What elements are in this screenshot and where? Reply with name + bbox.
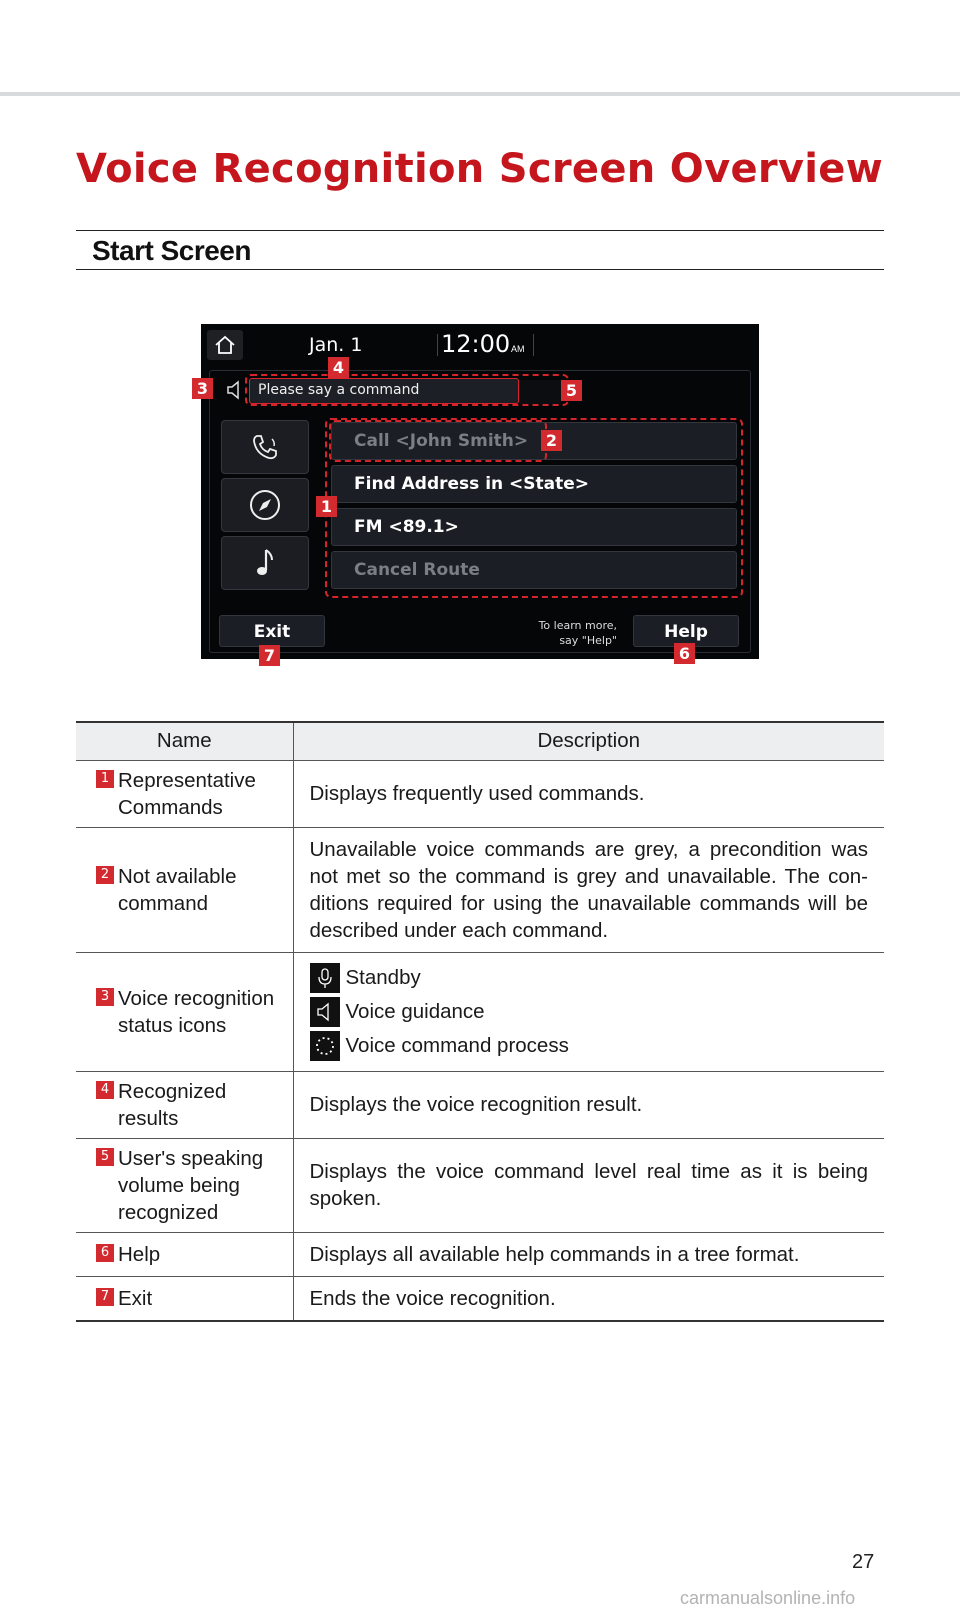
exit-button[interactable]: Exit bbox=[219, 615, 325, 647]
time-display: 12:00 bbox=[441, 330, 511, 358]
status-processing-label: Voice command process bbox=[345, 1034, 569, 1057]
table-row bbox=[76, 1276, 884, 1321]
compass-icon bbox=[247, 487, 283, 523]
head-unit-screenshot bbox=[201, 324, 759, 659]
help-hint bbox=[501, 618, 617, 648]
row-name: Not available command bbox=[118, 864, 237, 915]
header-description: Description bbox=[293, 722, 884, 760]
table-row bbox=[76, 1071, 884, 1138]
command-find-address[interactable]: Find Address in <State> bbox=[331, 465, 737, 503]
not-available-command-callout bbox=[329, 420, 547, 462]
row-name: Exit bbox=[118, 1286, 153, 1310]
row-badge: 3 bbox=[96, 988, 114, 1006]
row-name-cell bbox=[76, 1138, 293, 1232]
row-name-cell bbox=[76, 952, 293, 1071]
row-name: Help bbox=[118, 1242, 161, 1266]
command-fm[interactable]: FM <89.1> bbox=[331, 508, 737, 546]
section-title: Start Screen bbox=[92, 235, 251, 266]
row-description: Unavailable voice commands are grey, a precondition was not met so the command is grey and unavailable. The con-ditions required for using the unavailable commands will be described under each command. bbox=[293, 827, 884, 952]
row-name-cell bbox=[76, 760, 293, 827]
date-display: Jan. 1 bbox=[309, 334, 363, 356]
help-button[interactable]: Help bbox=[633, 615, 739, 647]
status-voice-guidance-label: Voice guidance bbox=[345, 1000, 485, 1023]
top-rule bbox=[0, 92, 960, 96]
row-badge: 7 bbox=[96, 1288, 114, 1306]
status-processing bbox=[310, 1029, 869, 1063]
callout-badge-1: 1 bbox=[316, 496, 337, 517]
navigation-button[interactable] bbox=[221, 478, 309, 532]
row-name: User's speaking volume being recognized bbox=[118, 1146, 264, 1224]
ampm-display: AM bbox=[511, 344, 525, 354]
row-name-cell bbox=[76, 1071, 293, 1138]
row-badge: 2 bbox=[96, 866, 114, 884]
row-description: Displays all available help commands in a tree format. bbox=[293, 1232, 884, 1276]
page-title: Voice Recognition Screen Overview bbox=[76, 146, 883, 192]
table-row bbox=[76, 760, 884, 827]
row-name-cell bbox=[76, 1232, 293, 1276]
row-name: Voice recognition status icons bbox=[118, 986, 275, 1037]
command-cancel-route[interactable]: Cancel Route bbox=[331, 551, 737, 589]
row-name-cell bbox=[76, 827, 293, 952]
speaker-icon bbox=[310, 997, 340, 1027]
row-name: Recognized results bbox=[118, 1079, 227, 1130]
row-name: Representative Commands bbox=[118, 768, 256, 819]
row-description: Displays the voice recognition result. bbox=[293, 1071, 884, 1138]
help-hint-line2: say "Help" bbox=[559, 634, 617, 647]
table-row bbox=[76, 1138, 884, 1232]
music-note-icon bbox=[250, 546, 280, 580]
command-call[interactable]: Call <John Smith> bbox=[331, 422, 737, 460]
divider bbox=[437, 334, 438, 356]
microphone-icon bbox=[310, 963, 340, 993]
row-badge: 6 bbox=[96, 1244, 114, 1262]
table-header-row bbox=[76, 722, 884, 760]
home-icon bbox=[214, 335, 236, 355]
row-badge: 1 bbox=[96, 770, 114, 788]
table-row bbox=[76, 1232, 884, 1276]
table-row bbox=[76, 827, 884, 952]
callout-badge-3: 3 bbox=[192, 378, 213, 399]
speaker-icon bbox=[225, 380, 245, 400]
phone-icon bbox=[248, 430, 282, 464]
callout-badge-4: 4 bbox=[328, 357, 349, 378]
row-name-cell bbox=[76, 1276, 293, 1321]
row-description: Ends the voice recognition. bbox=[293, 1276, 884, 1321]
loading-spinner-icon bbox=[310, 1031, 340, 1061]
callout-badge-2: 2 bbox=[541, 430, 562, 451]
status-standby bbox=[310, 961, 869, 995]
watermark: carmanualsonline.info bbox=[680, 1588, 856, 1608]
page-number: 27 bbox=[852, 1551, 875, 1573]
callout-badge-6: 6 bbox=[674, 643, 695, 664]
phone-button[interactable] bbox=[221, 420, 309, 474]
recognized-results-prompt: Please say a command bbox=[249, 378, 519, 404]
divider bbox=[533, 334, 534, 356]
header-name: Name bbox=[76, 722, 293, 760]
description-table bbox=[76, 721, 884, 1322]
row-badge: 4 bbox=[96, 1081, 114, 1099]
speaking-volume-meter bbox=[519, 380, 561, 404]
home-button[interactable] bbox=[207, 330, 243, 360]
callout-badge-7: 7 bbox=[259, 645, 280, 666]
status-standby-label: Standby bbox=[345, 966, 421, 989]
callout-badge-5: 5 bbox=[561, 380, 582, 401]
table-row bbox=[76, 952, 884, 1071]
row-description: Displays the voice command level real time as it is being spoken. bbox=[293, 1138, 884, 1232]
status-voice-guidance bbox=[310, 995, 869, 1029]
row-description: Displays frequently used commands. bbox=[293, 760, 884, 827]
section-header bbox=[76, 230, 884, 270]
row-badge: 5 bbox=[96, 1148, 114, 1166]
music-button[interactable] bbox=[221, 536, 309, 590]
help-hint-line1: To learn more, bbox=[538, 619, 617, 632]
status-icons-cell bbox=[293, 952, 884, 1071]
